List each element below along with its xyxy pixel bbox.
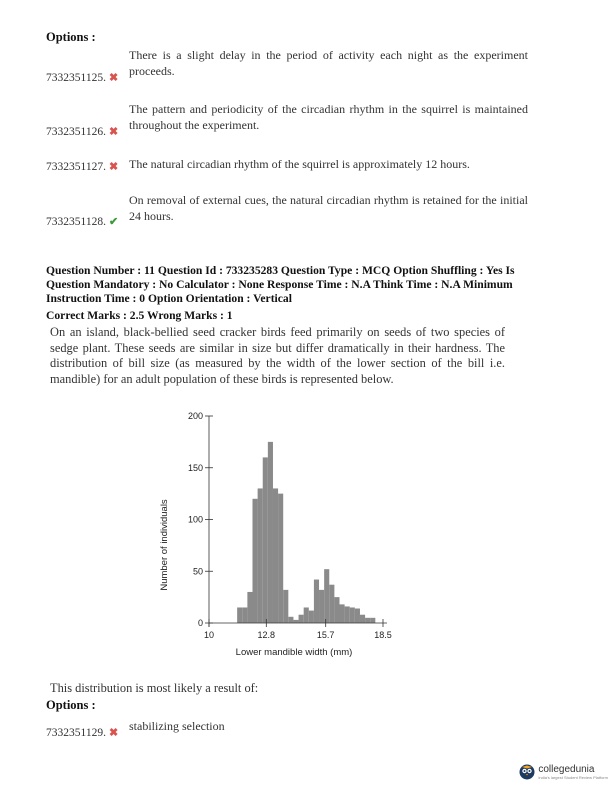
histogram-bar (247, 592, 252, 623)
x-tick-label: 12.8 (257, 630, 276, 640)
histogram-bar (329, 585, 334, 623)
histogram-bar (273, 488, 278, 623)
bill-size-histogram (150, 400, 440, 660)
wrong-mark-icon: ✖ (108, 72, 119, 84)
y-tick-label: 0 (197, 618, 203, 628)
histogram-bar (340, 604, 345, 623)
y-tick-label: 50 (192, 566, 203, 577)
owl-logo-icon (519, 764, 535, 780)
x-tick-label: 10 (203, 630, 215, 640)
options-heading: Options : (46, 698, 96, 712)
x-tick-label: 18.5 (374, 630, 392, 640)
x-tick-label: 15.7 (316, 630, 335, 640)
histogram-bar (345, 606, 350, 623)
histogram-bar (360, 615, 365, 623)
option-id: 7332351127. (46, 161, 106, 173)
histogram-bar (263, 457, 268, 623)
option-text: There is a slight delay in the period of activity each night as the experiment proceeds. (129, 48, 528, 78)
wrong-mark-icon: ✖ (108, 126, 119, 138)
option-id-row (46, 68, 118, 86)
histogram-bar (237, 607, 242, 623)
option-id-row (46, 723, 118, 741)
histogram-bar (324, 569, 329, 623)
x-axis-label: Lower mandible width (mm) (235, 647, 353, 658)
logo-tagline: India's largest Student Review Platform (538, 775, 608, 780)
histogram-bar (268, 442, 273, 623)
option-text: stabilizing selection (129, 719, 225, 733)
options-heading: Options : (46, 30, 96, 44)
question-meta-line: Question Mandatory : No Calculator : None Response Time : N.A Think Time : N.A Minimum (46, 278, 513, 291)
histogram-bar (253, 499, 258, 623)
option-id-row (46, 212, 118, 230)
option-id: 7332351125. (46, 72, 106, 84)
histogram-bar (293, 620, 298, 623)
y-tick-label: 150 (187, 462, 203, 473)
histogram-bar (365, 618, 370, 623)
option-text: The natural circadian rhythm of the squirrel is approximately 12 hours. (129, 157, 470, 171)
histogram-bar (309, 611, 314, 623)
histogram-bar (304, 607, 309, 623)
histogram-bar (355, 609, 360, 623)
question-meta-line: Instruction Time : 0 Option Orientation : Vertical (46, 292, 292, 305)
logo-name: collegedunia (538, 764, 595, 775)
histogram-bar (314, 580, 319, 623)
option-text: The pattern and periodicity of the circadian rhythm in the squirrel is maintained throughout the experiment. (129, 102, 528, 132)
y-tick-label: 100 (187, 514, 203, 525)
option-id: 7332351128. (46, 216, 106, 228)
collegedunia-logo (519, 764, 608, 780)
histogram-bar (288, 617, 293, 623)
histogram-bar (283, 590, 288, 623)
y-axis-label: Number of individuals (159, 499, 170, 591)
histogram-bar (278, 494, 283, 623)
option-id-row (46, 157, 118, 175)
histogram-bar (299, 615, 304, 623)
wrong-mark-icon: ✖ (108, 727, 119, 739)
histogram-bar (370, 618, 375, 623)
correct-mark-icon: ✔ (108, 216, 119, 228)
histogram-bar (334, 597, 339, 623)
wrong-mark-icon: ✖ (108, 161, 119, 173)
question-marks: Correct Marks : 2.5 Wrong Marks : 1 (46, 309, 233, 322)
question-prompt: This distribution is most likely a result of: (50, 681, 259, 695)
option-text: On removal of external cues, the natural circadian rhythm is retained for the initial 24 hours. (129, 193, 528, 223)
histogram-bar (350, 607, 355, 623)
question-meta-line: Question Number : 11 Question Id : 733235283 Question Type : MCQ Option Shuffling : Yes Is (46, 264, 515, 277)
histogram-bar (258, 488, 263, 623)
y-tick-label: 200 (187, 411, 203, 421)
option-id: 7332351129. (46, 727, 106, 739)
histogram-bar (242, 607, 247, 623)
question-text: On an island, black-bellied seed cracker birds feed primarily on seeds of two species of sedge plant. These seeds are similar in size but differ dramatically in their hardness. The distribution of bill size (as measured by the width of the lower section of the bill i.e. mandible) for an adult population of these birds is represented below. (50, 325, 505, 386)
histogram-bar (319, 590, 324, 623)
option-id: 7332351126. (46, 126, 106, 138)
question-meta (46, 264, 546, 306)
option-id-row (46, 122, 118, 140)
